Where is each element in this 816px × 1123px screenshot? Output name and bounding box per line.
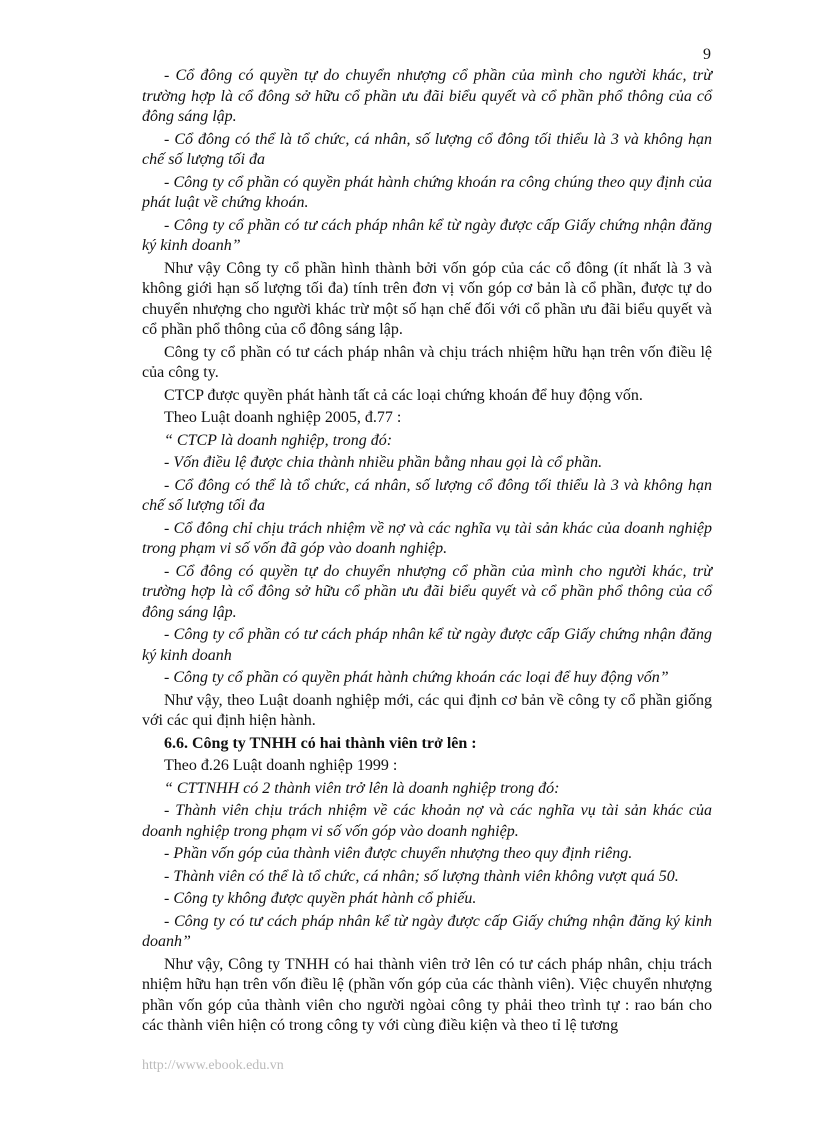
footer-url: http://www.ebook.edu.vn bbox=[142, 1058, 284, 1073]
paragraph: Như vậy, theo Luật doanh nghiệp mới, các qui định cơ bản về công ty cổ phần giống với các qui định hiện hành. bbox=[142, 691, 712, 729]
paragraph: - Công ty cổ phần có tư cách pháp nhân kể từ ngày được cấp Giấy chứng nhận đăng ký kinh doanh” bbox=[142, 216, 712, 254]
section-heading: 6.6. Công ty TNHH có hai thành viên trở lên : bbox=[164, 734, 477, 752]
paragraph: - Cổ đông có thể là tổ chức, cá nhân, số lượng cổ đông tối thiểu là 3 và không hạn chế số lượng tối đa bbox=[142, 130, 712, 168]
paragraph: - Công ty cổ phần có quyền phát hành chứng khoán các loại để huy động vốn” bbox=[164, 669, 669, 686]
paragraph: Như vậy, Công ty TNHH có hai thành viên trở lên có tư cách pháp nhân, chịu trách nhiệm hữu hạn trên vốn điều lệ (phần vốn góp của các thành viên). Việc chuyển nhượng phần vốn góp của thành viên cho người ngòai công ty phải theo trình tự : rao bán cho các thành viên hiện có trong công ty với cùng điều kiện và theo tỉ lệ tương bbox=[142, 955, 712, 1034]
page-number: 9 bbox=[703, 46, 711, 63]
paragraph: - Thành viên có thể là tổ chức, cá nhân; số lượng thành viên không vượt quá 50. bbox=[164, 867, 679, 885]
paragraph: - Cổ đông có thể là tổ chức, cá nhân, số lượng cổ đông tối thiểu là 3 và không hạn chế số lượng tối đa bbox=[142, 476, 712, 514]
paragraph: - Cổ đông chỉ chịu trách nhiệm về nợ và các nghĩa vụ tài sản khác của doanh nghiệp trong phạm vi số vốn đã góp vào doanh nghiệp. bbox=[142, 519, 712, 557]
paragraph: - Công ty cổ phần có tư cách pháp nhân kể từ ngày được cấp Giấy chứng nhận đăng ký kinh doanh bbox=[142, 626, 712, 664]
paragraph: - Vốn điều lệ được chia thành nhiều phần bằng nhau gọi là cổ phần. bbox=[164, 454, 603, 471]
paragraph: - Thành viên chịu trách nhiệm về các khoản nợ và các nghĩa vụ tài sản khác của doanh nghiệp trong phạm vi số vốn góp vào doanh nghiệp. bbox=[142, 802, 712, 840]
paragraph: - Công ty có tư cách pháp nhân kể từ ngày được cấp Giấy chứng nhận đăng ký kinh doanh” bbox=[142, 912, 712, 950]
paragraph: - Công ty cổ phần có quyền phát hành chứng khoán ra công chúng theo quy định của phát luật về chứng khoán. bbox=[142, 173, 712, 211]
paragraph: CTCP được quyền phát hành tất cả các loại chứng khoán để huy động vốn. bbox=[164, 386, 643, 404]
paragraph: - Phần vốn góp của thành viên được chuyển nhượng theo quy định riêng. bbox=[164, 845, 633, 862]
paragraph: Theo Luật doanh nghiệp 2005, đ.77 : bbox=[164, 409, 402, 426]
paragraph: - Công ty không được quyền phát hành cổ phiếu. bbox=[164, 890, 477, 907]
quote-opening: “ CTCP là doanh nghiệp, trong đó: bbox=[164, 431, 393, 449]
paragraph: Theo đ.26 Luật doanh nghiệp 1999 : bbox=[164, 757, 398, 774]
paragraph: Công ty cổ phần có tư cách pháp nhân và chịu trách nhiệm hữu hạn trên vốn điều lệ của công ty. bbox=[142, 343, 712, 381]
paragraph: - Cổ đông có quyền tự do chuyển nhượng cổ phần của mình cho người khác, trừ trường hợp là cổ đông sở hữu cổ phần ưu đãi biểu quyết và cổ phần phổ thông của cổ đông sáng lập. bbox=[142, 562, 712, 621]
paragraph: - Cổ đông có quyền tự do chuyển nhượng cổ phần của mình cho người khác, trừ trường hợp là cổ đông sở hữu cổ phần ưu đãi biểu quyết và cổ phần phổ thông của cổ đông sáng lập. bbox=[142, 67, 712, 125]
paragraph: Như vậy Công ty cổ phần hình thành bởi vốn góp của các cổ đông (ít nhất là 3 và không giới hạn số lượng tối đa) tính trên đơn vị vốn góp cơ bản là cổ phần, được tự do chuyển nhượng cho người khác trừ một số hạn chế đối với cổ phần ưu đãi biểu quyết và cổ phần phổ thông của cổ đông sáng lập. bbox=[142, 259, 712, 338]
quote-opening: “ CTTNHH có 2 thành viên trở lên là doanh nghiệp trong đó: bbox=[164, 779, 560, 797]
document-body bbox=[142, 66, 712, 1039]
